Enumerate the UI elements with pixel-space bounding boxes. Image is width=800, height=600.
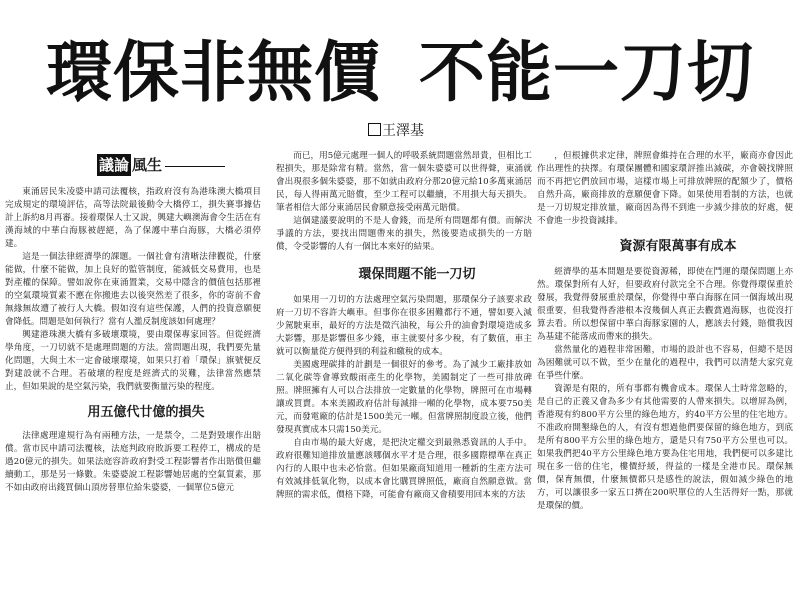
column-tag-rule [165,166,225,167]
paragraph: 法律處理違規行為有兩種方法，一是禁令，二是對毀壞作出賠償。當市民申請司法覆核，法庭判政府敗訴要工程停工，構成的是過20億元的損失。如果法庭容許政府對受工程影響者作出賠償但繼續動工，那是另一條數。朱婆婆說工程影響她居處的空氣質素，那不如由政府出錢買個山頂房替單位給朱婆婆，一個單位5億元 [5,431,261,493]
paragraph: ，但根據供求定律，牌照會維持在合理的水平，廠商亦會因此作出理性的抉擇。有環保團體和國家環評推出減碳，亦會競找牌照而不再把它們放回市場，這樣市場上可排放牌照的配額少了，價格自然升高，廠商排放的意願便會下降。如果使用看制的方法，也就是一刀切規定排放量，廠商因為得不到進一步減少排放的好處，便不會進一步投資減排。 [537,151,793,226]
column-tag-inverse: 議論 [99,156,130,174]
paragraph: 而已，用5億元處理一個人的呼吸系統問題當然昂貴，但相比工程損失，那是除常有精。當然，當一個朱婆婆可以世得聲，東涌就會出現很多個朱婆婆，那不如就由政府分那20億元給10多萬東涌居民，每人得兩萬元賠償，至少工程可以繼續，不用損大每天損失。筆者相信大部分東涌居民會願意接受兩萬元賠償。 [276,151,532,213]
byline [368,121,424,141]
headline-part-2: 不能一刀切 [419,34,754,111]
headline-part-1: 環保非無價 [46,34,381,111]
paragraph: 如果用一刀切的方法處理空氣污染問題，那環保分子該要求政府一刀切不容許大嶼車。但事你在很多困難都行不通，譬如要入減少駕駛東車，最好的方法是徵汽油稅，每公升的油會對環境造成多大影響，那是影響但多少錢，車主就要付多少稅，有了數值，車主就可以衡量從方便得到的利益和繳稅的成本。 [276,295,532,357]
subheading: 環保問題不能一刀切 [358,267,476,282]
paragraph: 當然量化的過程非常困難，市場的設計也不容易，但總不是因為困難就可以不做，至少在量化的過程中，我們可以清楚大家究竟在爭些什麼。 [537,345,793,381]
subheading: 資源有限萬事有成本 [619,239,737,254]
paragraph: 美國處理碳排的計劃是一個很好的參考。為了減少工廠排放如二氧化碳等會導致酸雨產生的化學物，美國制定了一些可排放碑照。牌照擁有人可以合法排放一定數量的化學物，牌照可在市場轉讓或買賣。本來美國政府估計每減排一噸的化學物，成本要750美元，而發電廠的估計是1500美元一噸。但當牌照制度設立後，他們發現真實成本只需150美元。 [276,360,532,435]
column-tag [97,154,261,180]
author-name: 王澤基 [382,123,424,139]
article-column-3 [537,150,793,600]
paragraph: 東涌居民朱凌婆申請司法覆核，指政府沒有為港珠澳大橋項目完成規定的環境評估，高等法院最後動令大橋停工，損失賽事據估計上訴約8月再審。接着環保人士又說，興建大嶼澳海會令生活在有漢海域的中華白海豚被趕絕，為了保護中華白海豚，大橋必須停建。 [5,187,261,249]
column-tag-plain: 風生 [132,156,163,174]
paragraph: 這個建議要說明的不是人會錢，而是所有問題都有價。而解決爭議的方法，要找出問題帶來的損失，然後要造成損失的一方賠償，令受影響的人有一個比本來好的結果。 [276,216,532,252]
paragraph: 自由市場的最大好處，是把決定權交到最熟悉資訊的人手中。政府很難知道排放量應該哪個水平才是合理，很多國際標準在真正內行的人眼中也未必恰當。但如果廠商知道用一種新的生產方法可有效減排低氧化物，以成本會比購買牌照低，廠商自然願意做。當牌照的需求低，價格下降，可能會有廠商又會積要用回本來的方法 [276,438,532,500]
paragraph: 資源是有限的，所有事都有機會成本。環保人士時常忽略的，是自己的正義又會為多少有其他需要的人帶來損失。以增屏為例，香港現有約800平方公里的綠色地方，約40平方公里的住宅地方。不准政府開墾綠色的人，有沒有想過他們要保留的綠色地方，到底是所有800平方公里的綠色地方，還是只有750平方公里也可以。如果我們把40平方公里綠色地方要為住宅用地，我們便可以多建比現在多一倍的住宅，樓價紓緩，得益的一樣是全港市民。環保無價，保育無價，什麼無價都只是感性的說法，假如減少綠色的地方，可以讓很多一家五口擠在200呎單位的人生活得好一點，那就是環保的價。 [537,384,793,511]
subheading: 用五億代廿億的損失 [87,405,205,420]
paragraph: 這是一個法律經濟學的課題。一個社會有清晰法律觀從，什麼能做，什麼不能做，加上良好的監管制度，能減低交易費用，也是對產權的保障。譬如說你在東涌置業，交易中隱含的價值包括那裡的空氣環境質素不應在你搬進去以後突然差了很多，你的寄前不會無緣無故遭了被行人大橋。假如沒有這些保護，人們的投資意願便會降低。問題是如何執行？當有人濫反制度該如何處理？ [5,252,261,327]
headline [0,28,800,118]
article-column-1 [5,150,261,600]
paragraph: 興建港珠澳大橋有多破壞環境，要由環保專家回答。但從經濟學角度，一刀切就不是處理問題的方法。當問題出現，我們要先量化問題，大與土木一定會破壞環境，如果只打着「環保」旗號便反對建設就不合理。若破壞的程度是經濟式的災難，法律當然應禁止，但如果說的是空氣污染，我們就要衡量污染的程度。 [5,330,261,392]
paragraph: 經濟學的基本問題是要從資源稀，即使在鬥運的環保問題上亦然。環保對所有人好，但要政府付款完全不合理。你覺得環保重於發展，我覺得發展重於環保，你覺得中華白海豚在同一個海域出現很重要，但我覺得香港根本沒幾個人真正去觀賞過海豚，也從沒打算去看。所以想保留中華白海豚家園的人，應該去付錢，賠償我因為基建不能落成而帶來的損失。 [537,267,793,342]
byline-box-icon [368,123,381,136]
article-column-2 [276,150,532,600]
